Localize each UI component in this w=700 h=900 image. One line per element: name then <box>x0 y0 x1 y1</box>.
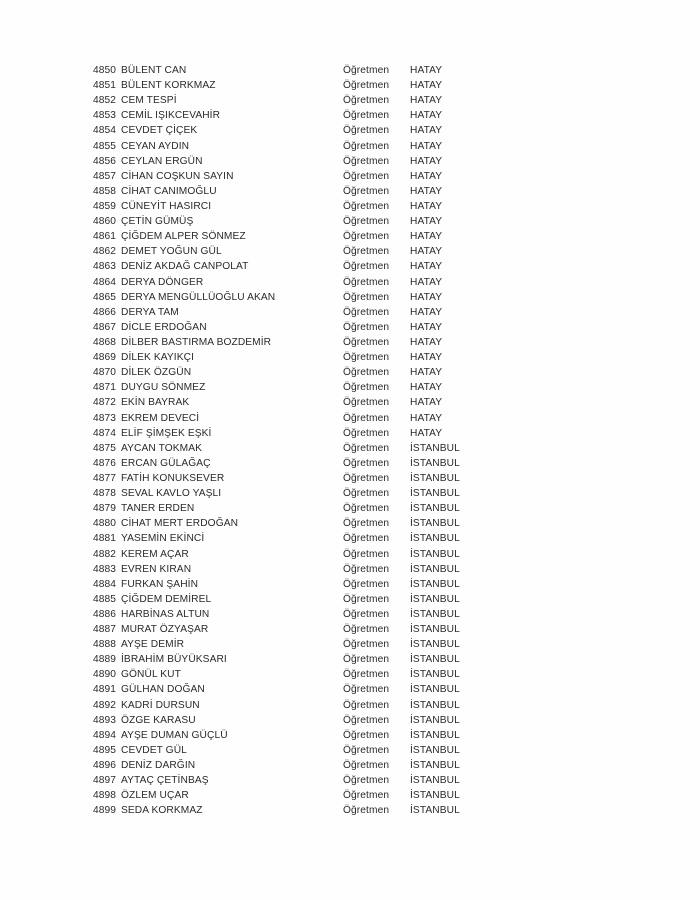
city-name: İSTANBUL <box>410 578 460 590</box>
person-name: AYŞE DEMİR <box>121 639 185 651</box>
job-title: Öğretmen <box>343 714 390 726</box>
row-number: 4863 <box>93 261 117 273</box>
job-title: Öğretmen <box>343 593 390 605</box>
job-title: Öğretmen <box>343 639 390 651</box>
row-number: 4852 <box>93 95 117 107</box>
person-name: CEMİL IŞIKCEVAHİR <box>121 110 221 122</box>
person-name: DENİZ AKDAĞ CANPOLAT <box>121 261 249 273</box>
city-name: HATAY <box>410 382 443 394</box>
job-title: Öğretmen <box>343 624 390 636</box>
row-number: 4864 <box>93 276 117 288</box>
row-number: 4862 <box>93 246 117 258</box>
person-name: AYŞE DUMAN GÜÇLÜ <box>121 729 228 741</box>
person-name: EKİN BAYRAK <box>121 397 190 409</box>
list-row <box>0 728 700 743</box>
list-row <box>0 290 700 305</box>
person-name: CİHAT CANIMOĞLU <box>121 185 217 197</box>
city-name: HATAY <box>410 261 443 273</box>
row-number: 4867 <box>93 321 117 333</box>
person-name: ÇETİN GÜMÜŞ <box>121 216 194 228</box>
job-title: Öğretmen <box>343 608 390 620</box>
person-name: ÖZGE KARASU <box>121 714 196 726</box>
row-number: 4873 <box>93 412 117 424</box>
list-row <box>0 486 700 501</box>
city-name: HATAY <box>410 276 443 288</box>
job-title: Öğretmen <box>343 95 390 107</box>
job-title: Öğretmen <box>343 563 390 575</box>
row-number: 4898 <box>93 790 117 802</box>
job-title: Öğretmen <box>343 170 390 182</box>
list-row <box>0 63 700 78</box>
person-name: TANER ERDEN <box>121 503 195 515</box>
job-title: Öğretmen <box>343 760 390 772</box>
list-row <box>0 411 700 426</box>
list-row <box>0 803 700 818</box>
person-name: CEM TESPİ <box>121 95 177 107</box>
list-row <box>0 320 700 335</box>
job-title: Öğretmen <box>343 518 390 530</box>
job-title: Öğretmen <box>343 654 390 666</box>
job-title: Öğretmen <box>343 533 390 545</box>
city-name: HATAY <box>410 125 443 137</box>
list-row <box>0 788 700 803</box>
job-title: Öğretmen <box>343 684 390 696</box>
city-name: HATAY <box>410 397 443 409</box>
city-name: İSTANBUL <box>410 457 460 469</box>
row-number: 4889 <box>93 654 117 666</box>
person-name: ÇİĞDEM DEMİREL <box>121 593 212 605</box>
row-number: 4895 <box>93 744 117 756</box>
row-number: 4871 <box>93 382 117 394</box>
city-name: HATAY <box>410 246 443 258</box>
personnel-list <box>0 63 700 818</box>
person-name: CİHAN COŞKUN SAYIN <box>121 170 234 182</box>
city-name: HATAY <box>410 110 443 122</box>
row-number: 4888 <box>93 639 117 651</box>
job-title: Öğretmen <box>343 185 390 197</box>
job-title: Öğretmen <box>343 276 390 288</box>
city-name: HATAY <box>410 65 443 76</box>
row-number: 4870 <box>93 367 117 379</box>
list-row <box>0 305 700 320</box>
list-row <box>0 547 700 562</box>
job-title: Öğretmen <box>343 306 390 318</box>
city-name: İSTANBUL <box>410 790 460 802</box>
city-name: HATAY <box>410 306 443 318</box>
job-title: Öğretmen <box>343 336 390 348</box>
city-name: İSTANBUL <box>410 669 460 681</box>
list-row <box>0 78 700 93</box>
list-row <box>0 531 700 546</box>
person-name: ÖZLEM UÇAR <box>121 790 189 802</box>
row-number: 4885 <box>93 593 117 605</box>
row-number: 4887 <box>93 624 117 636</box>
person-name: DERYA DÖNGER <box>121 276 204 288</box>
list-row <box>0 229 700 244</box>
person-name: MURAT ÖZYAŞAR <box>121 624 209 636</box>
job-title: Öğretmen <box>343 352 390 364</box>
row-number: 4861 <box>93 231 117 243</box>
row-number: 4881 <box>93 533 117 545</box>
job-title: Öğretmen <box>343 80 390 92</box>
person-name: FURKAN ŞAHİN <box>121 578 199 590</box>
city-name: İSTANBUL <box>410 654 460 666</box>
person-name: SEDA KORKMAZ <box>121 805 203 817</box>
city-name: İSTANBUL <box>410 548 460 560</box>
job-title: Öğretmen <box>343 457 390 469</box>
city-name: HATAY <box>410 231 443 243</box>
job-title: Öğretmen <box>343 125 390 137</box>
city-name: İSTANBUL <box>410 760 460 772</box>
job-title: Öğretmen <box>343 699 390 711</box>
person-name: DİCLE ERDOĞAN <box>121 321 207 333</box>
job-title: Öğretmen <box>343 397 390 409</box>
list-row <box>0 139 700 154</box>
person-name: EKREM DEVECİ <box>121 412 200 424</box>
job-title: Öğretmen <box>343 503 390 515</box>
city-name: İSTANBUL <box>410 744 460 756</box>
job-title: Öğretmen <box>343 231 390 243</box>
person-name: CEVDET ÇİÇEK <box>121 125 198 137</box>
city-name: HATAY <box>410 336 443 348</box>
person-name: CÜNEYİT HASIRCI <box>121 200 212 212</box>
list-row <box>0 637 700 652</box>
person-name: DENİZ DARĞIN <box>121 760 196 772</box>
job-title: Öğretmen <box>343 729 390 741</box>
job-title: Öğretmen <box>343 790 390 802</box>
person-name: DUYGU SÖNMEZ <box>121 382 206 394</box>
list-row <box>0 607 700 622</box>
job-title: Öğretmen <box>343 805 390 817</box>
row-number: 4875 <box>93 442 117 454</box>
city-name: HATAY <box>410 412 443 424</box>
row-number: 4854 <box>93 125 117 137</box>
list-row <box>0 758 700 773</box>
list-row <box>0 456 700 471</box>
row-number: 4855 <box>93 140 117 152</box>
list-row <box>0 471 700 486</box>
job-title: Öğretmen <box>343 140 390 152</box>
person-name: CEYAN AYDIN <box>121 140 190 152</box>
row-number: 4853 <box>93 110 117 122</box>
job-title: Öğretmen <box>343 472 390 484</box>
list-row <box>0 501 700 516</box>
row-number: 4877 <box>93 472 117 484</box>
list-row <box>0 713 700 728</box>
list-row <box>0 123 700 138</box>
person-name: CEVDET GÜL <box>121 744 187 756</box>
list-row <box>0 335 700 350</box>
city-name: HATAY <box>410 200 443 212</box>
person-name: CEYLAN ERGÜN <box>121 155 203 167</box>
list-row <box>0 214 700 229</box>
list-row <box>0 154 700 169</box>
row-number: 4874 <box>93 427 117 439</box>
job-title: Öğretmen <box>343 412 390 424</box>
list-row <box>0 698 700 713</box>
row-number: 4869 <box>93 352 117 364</box>
city-name: İSTANBUL <box>410 472 460 484</box>
row-number: 4857 <box>93 170 117 182</box>
city-name: HATAY <box>410 367 443 379</box>
list-row <box>0 773 700 788</box>
row-number: 4891 <box>93 684 117 696</box>
list-row <box>0 441 700 456</box>
job-title: Öğretmen <box>343 427 390 439</box>
job-title: Öğretmen <box>343 744 390 756</box>
city-name: HATAY <box>410 352 443 364</box>
city-name: İSTANBUL <box>410 624 460 636</box>
job-title: Öğretmen <box>343 155 390 167</box>
job-title: Öğretmen <box>343 578 390 590</box>
job-title: Öğretmen <box>343 442 390 454</box>
city-name: HATAY <box>410 140 443 152</box>
job-title: Öğretmen <box>343 775 390 787</box>
city-name: İSTANBUL <box>410 563 460 575</box>
row-number: 4879 <box>93 503 117 515</box>
row-number: 4866 <box>93 306 117 318</box>
person-name: GÖNÜL KUT <box>121 669 181 681</box>
row-number: 4872 <box>93 397 117 409</box>
city-name: İSTANBUL <box>410 593 460 605</box>
row-number: 4896 <box>93 760 117 772</box>
person-name: GÜLHAN DOĞAN <box>121 684 205 696</box>
row-number: 4859 <box>93 200 117 212</box>
list-row <box>0 380 700 395</box>
person-name: YASEMİN EKİNCİ <box>121 533 205 545</box>
list-row <box>0 622 700 637</box>
job-title: Öğretmen <box>343 367 390 379</box>
city-name: HATAY <box>410 170 443 182</box>
person-name: CİHAT MERT ERDOĞAN <box>121 518 239 530</box>
city-name: HATAY <box>410 291 443 303</box>
person-name: ERCAN GÜLAĞAÇ <box>121 457 211 469</box>
city-name: HATAY <box>410 185 443 197</box>
city-name: HATAY <box>410 95 443 107</box>
city-name: İSTANBUL <box>410 775 460 787</box>
list-row <box>0 259 700 274</box>
row-number: 4868 <box>93 336 117 348</box>
city-name: HATAY <box>410 80 443 92</box>
list-row <box>0 350 700 365</box>
city-name: İSTANBUL <box>410 608 460 620</box>
city-name: İSTANBUL <box>410 729 460 741</box>
person-name: DİLEK KAYIKÇI <box>121 352 195 364</box>
job-title: Öğretmen <box>343 65 390 76</box>
list-row <box>0 184 700 199</box>
person-name: DİLBER BASTIRMA BOZDEMİR <box>121 336 272 348</box>
person-name: AYCAN TOKMAK <box>121 442 203 454</box>
list-row <box>0 169 700 184</box>
job-title: Öğretmen <box>343 382 390 394</box>
person-name: HARBİNAS ALTUN <box>121 608 210 620</box>
city-name: HATAY <box>410 321 443 333</box>
city-name: İSTANBUL <box>410 684 460 696</box>
row-number: 4876 <box>93 457 117 469</box>
person-name: AYTAÇ ÇETİNBAŞ <box>121 775 209 787</box>
row-number: 4886 <box>93 608 117 620</box>
row-number: 4856 <box>93 155 117 167</box>
list-row <box>0 592 700 607</box>
row-number: 4860 <box>93 216 117 228</box>
person-name: BÜLENT KORKMAZ <box>121 80 216 92</box>
person-name: BÜLENT CAN <box>121 65 187 76</box>
city-name: İSTANBUL <box>410 699 460 711</box>
row-number: 4890 <box>93 669 117 681</box>
city-name: İSTANBUL <box>410 503 460 515</box>
person-name: KEREM AÇAR <box>121 548 189 560</box>
job-title: Öğretmen <box>343 669 390 681</box>
list-row <box>0 516 700 531</box>
list-row <box>0 652 700 667</box>
row-number: 4892 <box>93 699 117 711</box>
city-name: İSTANBUL <box>410 533 460 545</box>
city-name: İSTANBUL <box>410 488 460 500</box>
row-number: 4880 <box>93 518 117 530</box>
list-row <box>0 275 700 290</box>
row-number: 4882 <box>93 548 117 560</box>
row-number: 4851 <box>93 80 117 92</box>
list-row <box>0 682 700 697</box>
city-name: HATAY <box>410 427 443 439</box>
person-name: ÇİĞDEM ALPER SÖNMEZ <box>121 231 246 243</box>
city-name: HATAY <box>410 216 443 228</box>
list-row <box>0 395 700 410</box>
row-number: 4865 <box>93 291 117 303</box>
person-name: DERYA TAM <box>121 306 179 318</box>
list-row <box>0 108 700 123</box>
list-row <box>0 562 700 577</box>
list-row <box>0 93 700 108</box>
person-name: DİLEK ÖZGÜN <box>121 367 192 379</box>
city-name: HATAY <box>410 155 443 167</box>
row-number: 4893 <box>93 714 117 726</box>
city-name: İSTANBUL <box>410 714 460 726</box>
row-number: 4884 <box>93 578 117 590</box>
person-name: SEVAL KAVLO YAŞLI <box>121 488 222 500</box>
row-number: 4858 <box>93 185 117 197</box>
person-name: İBRAHİM BÜYÜKSARI <box>121 654 227 666</box>
job-title: Öğretmen <box>343 246 390 258</box>
city-name: İSTANBUL <box>410 518 460 530</box>
person-name: DEMET YOĞUN GÜL <box>121 246 222 258</box>
list-row <box>0 577 700 592</box>
person-name: ELİF ŞİMŞEK EŞKİ <box>121 427 212 439</box>
city-name: İSTANBUL <box>410 805 460 817</box>
job-title: Öğretmen <box>343 110 390 122</box>
person-name: KADRİ DURSUN <box>121 699 200 711</box>
row-number: 4899 <box>93 805 117 817</box>
list-row <box>0 743 700 758</box>
row-number: 4850 <box>93 65 117 76</box>
list-row <box>0 365 700 380</box>
row-number: 4878 <box>93 488 117 500</box>
row-number: 4897 <box>93 775 117 787</box>
list-row <box>0 426 700 441</box>
list-row <box>0 199 700 214</box>
job-title: Öğretmen <box>343 261 390 273</box>
job-title: Öğretmen <box>343 321 390 333</box>
job-title: Öğretmen <box>343 200 390 212</box>
row-number: 4883 <box>93 563 117 575</box>
list-row <box>0 244 700 259</box>
person-name: FATİH KONUKSEVER <box>121 472 225 484</box>
row-number: 4894 <box>93 729 117 741</box>
city-name: İSTANBUL <box>410 442 460 454</box>
list-row <box>0 667 700 682</box>
job-title: Öğretmen <box>343 216 390 228</box>
person-name: EVREN KIRAN <box>121 563 192 575</box>
person-name: DERYA MENGÜLLÜOĞLU AKAN <box>121 291 276 303</box>
job-title: Öğretmen <box>343 488 390 500</box>
job-title: Öğretmen <box>343 548 390 560</box>
city-name: İSTANBUL <box>410 639 460 651</box>
job-title: Öğretmen <box>343 291 390 303</box>
